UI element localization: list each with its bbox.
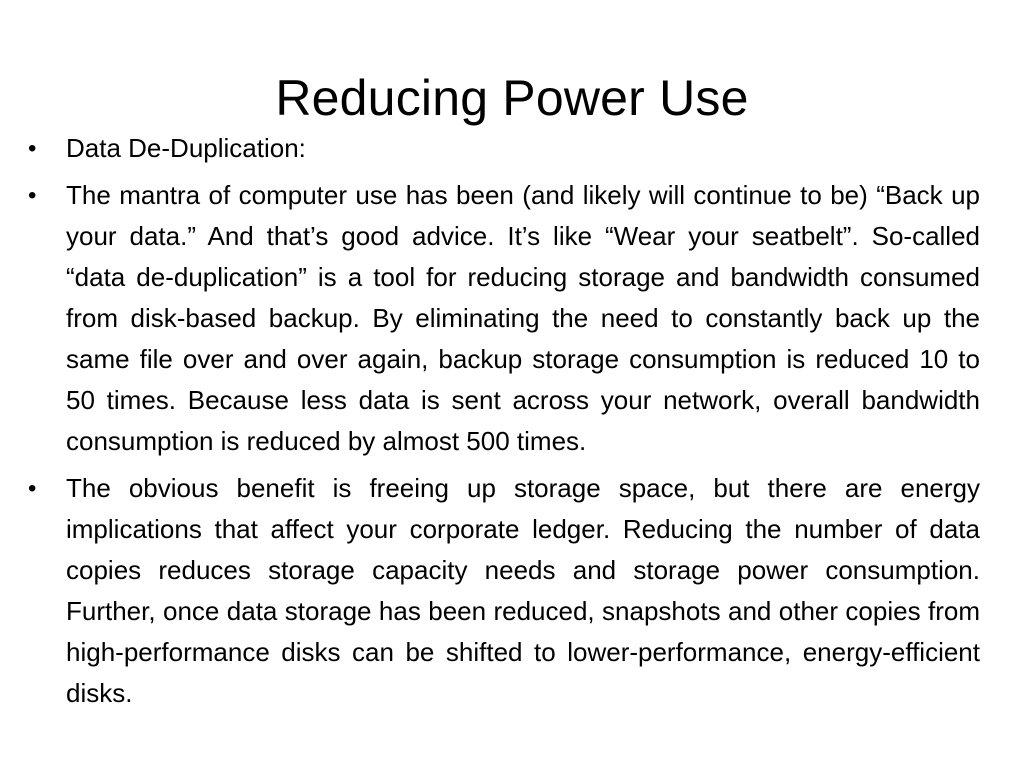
bullet-text: The mantra of computer use has been (and likely will continue to be) “Back up your data.” And that’s good advice. It’s like “Wear your seatbelt”. So-called “data de-duplication” is a tool for reducing storage and bandwidth consumed from disk-based backup. By eliminating the need to constantly back up the same file over and over again, backup storage consumption is reduced 10 to 50 times. Because less data is sent across your network, overall bandwidth consumption is reduced by almost 500 times. [66,180,980,456]
bullet-text: Data De-Duplication: [66,133,306,163]
bullet-text: The obvious benefit is freeing up storage space, but there are energy implications that affect your corporate ledger. Reducing the number of data copies reduces storage capacity needs and storage power consumption. Further, once data storage has been reduced, snapshots and other copies from high-performance disks can be shifted to lower-performance, energy-efficient disks. [66,473,980,708]
bullet-item [28,128,980,169]
bullet-marker: • [28,135,37,162]
bullet-item [28,175,980,462]
bullet-marker: • [28,182,37,209]
bullet-marker: • [28,475,37,502]
bullet-item [28,468,980,714]
slide-title: Reducing Power Use [275,70,749,126]
bullet-list [28,128,980,720]
